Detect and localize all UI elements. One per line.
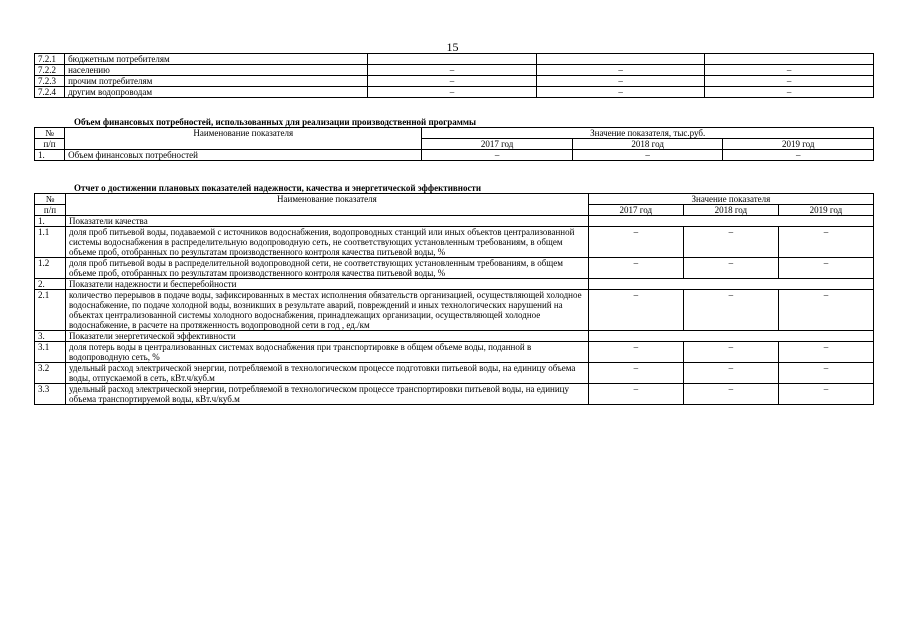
value-2019: – [778, 290, 873, 331]
table-row [35, 76, 874, 87]
row-name: другим водопроводам [65, 87, 368, 98]
row-number: 7.2.3 [35, 76, 65, 87]
row-name: количество перерывов в подаче воды, зафиксированных в местах исполнения обязательств организацией, осуществляющей холодное водоснабжение, по подаче холодной воды, возникших в результате аварий, повреждений и иных технологических нарушений на объектах централизованной системы холодного водоснабжения, принадлежащих организации, осуществляющей холодное водоснабжение, в расчете на протяженность водопроводной сети в год , ед./км [65, 290, 588, 331]
table-row [35, 227, 874, 258]
fin-year-2018: 2018 год [572, 139, 723, 150]
value-2019: – [723, 150, 874, 161]
value-2018: – [683, 227, 778, 258]
row-number: 2.1 [35, 290, 66, 331]
value-2017: – [588, 290, 683, 331]
row-name: удельный расход электрической энергии, потребляемой в технологическом процессе транспортировки питьевой воды, на единицу объема транспортируемой воды, кВт.ч/куб.м [65, 384, 588, 405]
row-name: прочим потребителям [65, 76, 368, 87]
value-2017: – [588, 363, 683, 384]
value-2019: – [778, 342, 873, 363]
report-table [34, 193, 874, 405]
fin-year-2017: 2017 год [422, 139, 573, 150]
row-name: доля проб питьевой воды, подаваемой с источников водоснабжения, водопроводных станций или иных объектов централизованной системы водоснабжения в распределительную водопроводную сеть, не соответствующих установленным требованиям, в общем объеме проб, отобранных по результатам производственного контроля качества питьевой воды, % [65, 227, 588, 258]
page-number: 15 [446, 40, 459, 54]
row-number: 7.2.2 [35, 65, 65, 76]
value-2018: – [683, 258, 778, 279]
value-2018 [536, 54, 705, 65]
table-row [35, 54, 874, 65]
report-section-title: Отчет о достижении плановых показателей надежности, качества и энергетической эффективности [74, 183, 482, 193]
table-row [35, 258, 874, 279]
value-2018: – [683, 363, 778, 384]
value-2019: – [778, 384, 873, 405]
section-row [35, 331, 874, 342]
row-number: 3.1 [35, 342, 66, 363]
section-row [35, 279, 874, 290]
section-name: Показатели качества [65, 216, 588, 227]
row-name: доля потерь воды в централизованных системах водоснабжения при транспортировке в общем объеме воды, поданной в водопроводную сеть, % [65, 342, 588, 363]
rep-head-name: Наименование показателя [65, 194, 588, 216]
value-2017: – [588, 227, 683, 258]
row-number: 3. [35, 331, 66, 342]
fin-head-num: № [35, 128, 65, 139]
row-name: бюджетным потребителям [65, 54, 368, 65]
table-row [35, 290, 874, 331]
row-number: 2. [35, 279, 66, 290]
value-2017: – [422, 150, 573, 161]
value-2017 [368, 54, 537, 65]
row-name: доля проб питьевой воды в распределительной водопроводной сети, не соответствующих установленным требованиям, в общем объеме проб, отобранных по результатам производственного контроля качества питьевой воды, % [65, 258, 588, 279]
value-2019: – [705, 65, 874, 76]
value-2019: – [778, 258, 873, 279]
value-2019: – [778, 227, 873, 258]
row-name: населению [65, 65, 368, 76]
row-number: 1.1 [35, 227, 66, 258]
row-number: 3.2 [35, 363, 66, 384]
value-2019: – [705, 76, 874, 87]
table-row [35, 87, 874, 98]
financial-section-title: Объем финансовых потребностей, использованных для реализации производственной программы [74, 117, 477, 127]
section-name: Показатели энергетической эффективности [65, 331, 588, 342]
value-2018: – [683, 342, 778, 363]
value-2018: – [683, 384, 778, 405]
fin-head-value: Значение показателя, тыс.руб. [422, 128, 874, 139]
row-name: удельный расход электрической энергии, потребляемой в технологическом процессе подготовки питьевой воды, на единицу объема воды, отпускаемой в сеть, кВт.ч/куб.м [65, 363, 588, 384]
value-2019: – [705, 87, 874, 98]
row-name: Объем финансовых потребностей [65, 150, 422, 161]
rep-year-2019: 2019 год [778, 205, 873, 216]
value-2018: – [683, 290, 778, 331]
value-2017: – [588, 342, 683, 363]
empty-cell [588, 216, 873, 227]
table-row [35, 363, 874, 384]
value-2017: – [588, 384, 683, 405]
financial-table [34, 127, 874, 161]
fin-head-num-2: п/п [35, 139, 65, 150]
row-number: 1. [35, 150, 65, 161]
section-row [35, 216, 874, 227]
table-row [35, 384, 874, 405]
value-2017: – [368, 87, 537, 98]
rep-head-num: № [35, 194, 66, 205]
value-2018: – [572, 150, 723, 161]
table-row [35, 150, 874, 161]
section-name: Показатели надежности и бесперебойности [65, 279, 588, 290]
row-number: 7.2.4 [35, 87, 65, 98]
table-row [35, 65, 874, 76]
row-number: 7.2.1 [35, 54, 65, 65]
row-number: 1. [35, 216, 66, 227]
fin-year-2019: 2019 год [723, 139, 874, 150]
rep-head-num-2: п/п [35, 205, 66, 216]
top-continuation-table [34, 53, 874, 98]
value-2017: – [368, 76, 537, 87]
value-2017: – [588, 258, 683, 279]
value-2018: – [536, 87, 705, 98]
row-number: 3.3 [35, 384, 66, 405]
row-number: 1.2 [35, 258, 66, 279]
value-2019 [705, 54, 874, 65]
rep-head-value: Значение показателя [588, 194, 873, 205]
fin-head-name: Наименование показателя [65, 128, 422, 150]
empty-cell [588, 331, 873, 342]
table-row [35, 342, 874, 363]
empty-cell [588, 279, 873, 290]
value-2018: – [536, 76, 705, 87]
value-2017: – [368, 65, 537, 76]
value-2019: – [778, 363, 873, 384]
rep-year-2018: 2018 год [683, 205, 778, 216]
rep-year-2017: 2017 год [588, 205, 683, 216]
value-2018: – [536, 65, 705, 76]
